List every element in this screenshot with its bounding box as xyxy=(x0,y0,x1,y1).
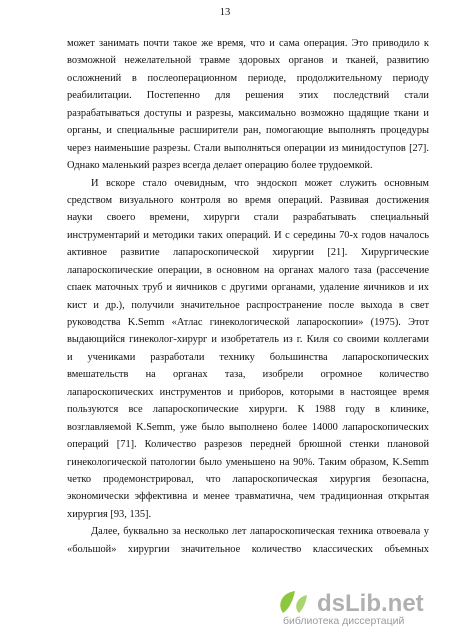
text-line: четко продемонстрировал, что лапароскопическая хирургия безопасна, xyxy=(67,473,429,485)
text-line: Однако маленький разрез всегда делает операцию более трудоемкой. xyxy=(67,160,373,172)
text-line: экономически эффективна и менее травматична, чем традиционная открытая xyxy=(67,491,429,503)
dslib-logo xyxy=(275,587,440,617)
text-line: кист и др.), получили значительное распространение после выхода в свет xyxy=(67,299,429,311)
text-line: Далее, буквально за несколько лет лапароскопическая техника отвоевала у xyxy=(91,526,429,538)
text-line: выдающийся гинеколог-хирург и изобретатель из г. Киля со своими коллегами xyxy=(67,334,429,346)
text-line: гинекологической патологии было уменьшено на 90%. Таким образом, K.Semm xyxy=(67,456,429,468)
watermark xyxy=(275,587,440,631)
document-body xyxy=(67,35,429,558)
text-line: вмешательств на органах таза, изобрели огромное количество xyxy=(67,369,429,381)
text-line: активное развитие лапароскопической хирургии [21]. Хирургические xyxy=(67,247,429,259)
text-line: лапароскопические операции, в основном на органах малого таза (рассечение xyxy=(67,264,429,276)
text-line: возглавляемой K.Semm, уже было выполнено более 14000 лапароскопических xyxy=(67,421,429,433)
text-line: средством визуального контроля во время операций. Развивая достижения xyxy=(67,194,429,206)
text-line: науки своего времени, хирурги стали разрабатывать специальный xyxy=(67,212,429,224)
text-line: и учениками разработали технику большинства лапароскопических xyxy=(67,351,429,363)
dslib-logo-text: dsLib.net xyxy=(317,590,424,617)
text-line: хирургия [93, 135]. xyxy=(67,508,152,520)
text-line: инструментарий и методики таких операций. И с середины 70-х годов началось xyxy=(67,229,429,241)
text-line: через наименьшие разрезы. Стали выполняться операции из минидоступов [27]. xyxy=(67,142,429,154)
text-line: пользуются все лапароскопические хирурги. К 1988 году в клинике, xyxy=(67,404,429,416)
text-line: руководства K.Semm «Атлас гинекологической лапароскопии» (1975). Этот xyxy=(67,317,429,328)
text-line: И вскоре стало очевидным, что эндоскоп может служить основным xyxy=(91,177,429,189)
text-line: лапароскопических инструментов и приборов, которыми в настоящее время xyxy=(67,386,429,398)
dslib-leaf-icon xyxy=(280,591,307,613)
page-number: 13 xyxy=(219,7,231,18)
text-line: осложнений в послеоперационном периоде, продолжительному периоду xyxy=(67,72,429,84)
text-line: органы, и специальные расширители ран, помогающие выполнять процедуры xyxy=(67,125,429,137)
text-line: «большой» хирургии значительное количество классических объемных xyxy=(67,543,429,555)
watermark-caption: библиотека диссертаций xyxy=(283,615,405,627)
text-line: реабилитации. Постепенно для решения этих последствий стали xyxy=(67,90,429,102)
text-line: спаек маточных труб и яичников с другими органами, удаление яичников и их xyxy=(67,282,429,294)
text-line: возможной нежелательной травме здоровых органов и тканей, развитию xyxy=(67,55,429,67)
text-line: операций [71]. Количество разрезов передней брюшной стенки плановой xyxy=(67,439,429,451)
text-line: может занимать почти такое же время, что и сама операция. Это приводило к xyxy=(67,38,429,49)
text-line: разрабатываться доступы и разрезы, максимально возможно щадящие ткани и xyxy=(67,107,429,119)
